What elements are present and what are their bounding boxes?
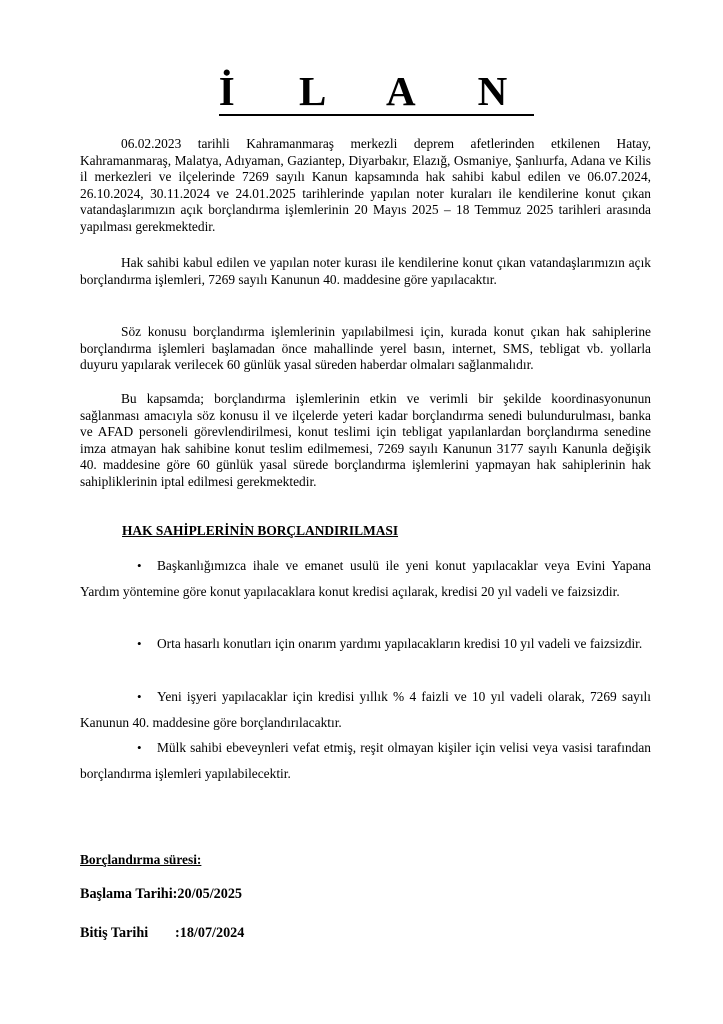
bullet-icon: •	[137, 740, 142, 755]
bullet-item	[80, 735, 651, 787]
announcement-title	[0, 66, 723, 116]
start-date-row	[80, 886, 242, 903]
bullet-icon: •	[137, 689, 142, 704]
announcement-title-text: İ L A N	[218, 68, 535, 114]
duration-heading: Borçlandırma süresi:	[80, 852, 202, 867]
bullet-item	[80, 684, 651, 736]
paragraph-notification: Söz konusu borçlandırma işlemlerinin yapılabilmesi için, kurada konut çıkan hak sahiplerine borçlandırma işlemleri başlamadan önce mahallinde yerel basın, internet, SMS, tebligat vb. yollarla duyuru yapılarak verilecek 60 günlük yasal süreden haberdar olmaları sağlanmalıdır.	[80, 324, 651, 373]
start-date-label: Başlama Tarihi:	[80, 886, 178, 902]
bullet-item	[80, 553, 651, 605]
bullet-text: Yeni işyeri yapılacaklar için kredisi yıllık % 4 faizli ve 10 yıl vadeli olarak, 7269 sayılı Kanunun 40. maddesine göre borçlandırılacaktır.	[80, 689, 651, 730]
bullet-item	[80, 631, 651, 657]
end-date-value: :18/07/2024	[175, 925, 245, 941]
start-date-value: 20/05/2025	[177, 886, 243, 902]
bullet-text: Başkanlığımızca ihale ve emanet usulü ile yeni konut yapılacaklar veya Evini Yapana Yardım yöntemine göre konut yapılacaklara konut kredisi açılarak, kredisi 20 yıl vadeli ve faizsizdir.	[80, 558, 651, 599]
paragraph-legal-basis: Hak sahibi kabul edilen ve yapılan noter kurası ile kendilerine konut çıkan vatandaşlarımızın açık borçlandırma işlemleri, 7269 sayılı Kanunun 40. maddesine göre yapılacaktır.	[80, 255, 651, 287]
section-heading-debt: HAK SAHİPLERİNİN BORÇLANDIRILMASI	[122, 523, 399, 538]
end-date-row	[80, 925, 244, 942]
bullet-icon: •	[137, 558, 142, 573]
bullet-icon: •	[137, 636, 142, 651]
bullet-text: Orta hasarlı konutları için onarım yardımı yapılacakların kredisi 10 yıl vadeli ve faizsizdir.	[157, 636, 643, 651]
bullet-text: Mülk sahibi ebeveynleri vefat etmiş, reşit olmayan kişiler için velisi veya vasisi tarafından borçlandırma işlemleri yapılabilecektir.	[80, 740, 651, 781]
paragraph-intro: 06.02.2023 tarihli Kahramanmaraş merkezli deprem afetlerinden etkilenen Hatay, Kahramanmaraş, Malatya, Adıyaman, Gaziantep, Diyarbakır, Elazığ, Osmaniye, Şanlıurfa, Adana ve Kilis il merkezleri ve ilçelerinde 7269 sayılı Kanun kapsamında hak sahibi kabul edilen ve 06.07.2024, 26.10.2024, 30.11.2024 ve 24.01.2025 tarihlerinde yapılan noter kuraları ile kendilerine konut çıkan vatandaşlarımızın açık borçlandırma işlemlerinin 20 Mayıs 2025 – 18 Temmuz 2025 tarihleri arasında yapılması gerekmektedir.	[80, 136, 651, 234]
end-date-label: Bitiş Tarihi	[80, 925, 149, 941]
paragraph-coordination: Bu kapsamda; borçlandırma işlemlerinin etkin ve verimli bir şekilde koordinasyonunun sağlanması amacıyla söz konusu il ve ilçelerde yeteri kadar borçlandırma senedi bulundurulması, banka ve AFAD personeli görevlendirilmesi, konut teslimi için tebligat yapılanlardan borçlandırma senedine imza atmayan hak sahibine konut teslim edilmemesi, 7269 sayılı Kanunun 3177 sayılı Kanunla değişik 40. maddesine göre 60 günlük yasal sürede borçlandırma işlemlerini yapmayan hak sahiplerinin hak sahipliklerinin iptal edilmesi gerekmektedir.	[80, 391, 651, 489]
